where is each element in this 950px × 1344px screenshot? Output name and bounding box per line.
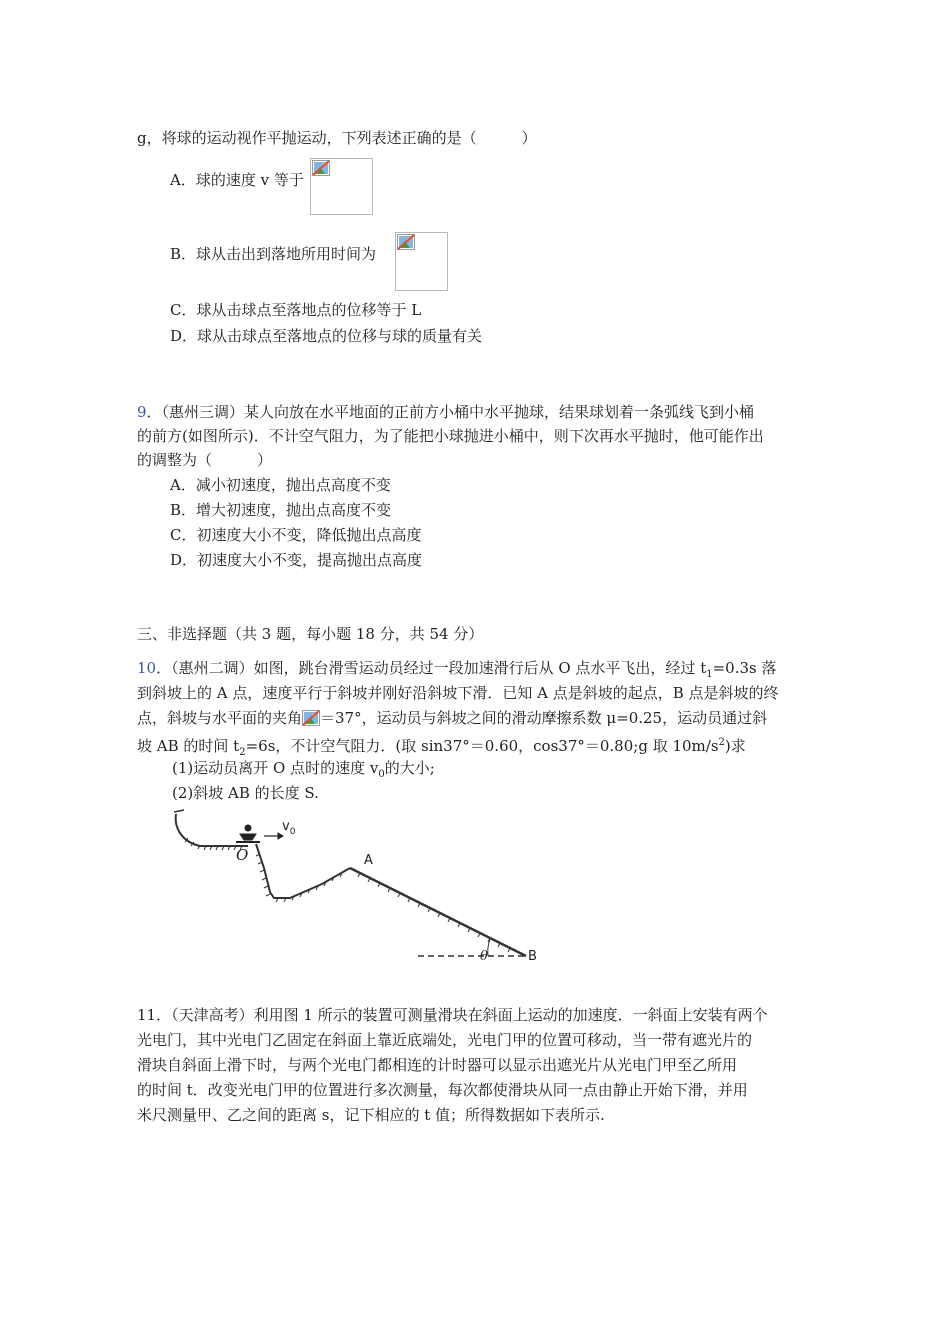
q11-line-3: 滑块自斜面上滑下时，与两个光电门都相连的计时器可以显示出遮光片从光电门甲至乙所用 <box>137 1056 738 1074</box>
q10-line-2: 到斜坡上的 A 点，速度平行于斜坡并刚好沿斜坡下滑．已知 A 点是斜坡的起点，B 点是斜坡的终 <box>137 684 779 702</box>
q9-option-a: A．减小初速度，抛出点高度不变 <box>170 476 391 494</box>
label-b: B <box>528 949 537 964</box>
q10-v0-subscript: 0 <box>378 769 385 780</box>
q10-sq-superscript: 2 <box>718 737 725 748</box>
broken-image-icon <box>397 234 415 250</box>
q8-option-b-formula-image <box>395 232 448 291</box>
q10-number: 10 <box>137 659 157 677</box>
q10-subquestion-2: (2)斜坡 AB 的长度 S. <box>172 784 319 802</box>
label-o: O <box>236 846 249 864</box>
q9-option-b: B．增大初速度，抛出点高度不变 <box>170 501 392 519</box>
q10-t1-subscript: 1 <box>706 669 713 680</box>
q10-text-4c: )求 <box>724 737 746 755</box>
q10-line-3 <box>137 708 767 728</box>
q10-line-1 <box>137 658 777 685</box>
landing-slope <box>256 844 350 898</box>
q9-text-1: ．（惠州三调）某人向放在水平地面的正前方小桶中水平抛球，结果球划着一条弧线飞到小桶 <box>146 403 755 421</box>
q10-text-4b: =6s，不计空气阻力．(取 sin37°＝0.60，cos37°＝0.80;g 取 10m/s <box>245 737 719 755</box>
skier-icon <box>236 825 260 842</box>
q10-text-1a: ．（惠州二调）如图，跳台滑雪运动员经过一段加速滑行后从 O 点水平飞出，经过 t <box>156 659 707 677</box>
section-3-heading: 三、非选择题（共 3 题，每小题 18 分，共 54 分） <box>137 625 484 643</box>
label-theta: θ <box>480 949 488 964</box>
slope-ab <box>350 868 526 956</box>
q8-option-a-formula-image <box>310 158 373 215</box>
q11-line-2: 光电门，其中光电门乙固定在斜面上靠近底端处，光电门甲的位置可移动，当一带有遮光片的 <box>137 1031 753 1049</box>
q10-text-3b: ＝37°，运动员与斜坡之间的滑动摩擦系数 μ=0.25，运动员通过斜 <box>320 709 768 727</box>
q10-text-1b: =0.3s 落 <box>712 659 777 677</box>
label-a: A <box>364 853 373 868</box>
velocity-arrow <box>264 833 283 839</box>
q10-sub1-text-a: (1)运动员离开 O 点时的速度 v <box>172 759 379 777</box>
q9-line-1 <box>137 402 754 422</box>
q8-option-b: B．球从击出到落地所用时间为 <box>170 245 377 263</box>
q8-option-d: D．球从击球点至落地点的位移与球的质量有关 <box>170 327 483 345</box>
ski-jump-figure <box>170 808 550 968</box>
broken-image-icon <box>312 160 330 176</box>
q10-subquestion-1 <box>172 758 435 785</box>
q8-stem: g，将球的运动视作平抛运动，下列表述正确的是（ ） <box>137 129 537 147</box>
broken-image-icon <box>302 710 320 726</box>
q11-line-5: 米尺测量甲、乙之间的距离 s，记下相应的 t 值；所得数据如下表所示. <box>137 1106 605 1124</box>
q11-line-1: 11．（天津高考）利用图 1 所示的装置可测量滑块在斜面上运动的加速度．一斜面上安装有两个 <box>137 1006 768 1024</box>
q9-line-3: 的调整为（ ） <box>137 451 273 469</box>
label-v: $v_0$ <box>282 819 296 837</box>
q11-line-4: 的时间 t．改变光电门甲的位置进行多次测量，每次都使滑块从同一点由静止开始下滑，并用 <box>137 1081 748 1099</box>
q9-option-d: D．初速度大小不变，提高抛出点高度 <box>170 551 423 569</box>
q9-option-c: C．初速度大小不变，降低抛出点高度 <box>170 526 422 544</box>
q10-t2-subscript: 2 <box>239 747 246 758</box>
q8-option-c: C．球从击球点至落地点的位移等于 L <box>170 301 422 319</box>
q9-line-2: 的前方(如图所示)．不计空气阻力，为了能把小球抛进小桶中，则下次再水平抛时，他可能作出 <box>137 427 764 445</box>
q8-option-a: A．球的速度 v 等于 <box>170 171 304 189</box>
q10-theta-image <box>302 710 320 726</box>
q10-text-3a: 点，斜坡与水平面的夹角 <box>137 709 303 727</box>
q10-text-4a: 坡 AB 的时间 t <box>137 737 240 755</box>
q9-number: 9 <box>137 403 147 421</box>
q10-sub1-text-b: 的大小; <box>384 759 435 777</box>
